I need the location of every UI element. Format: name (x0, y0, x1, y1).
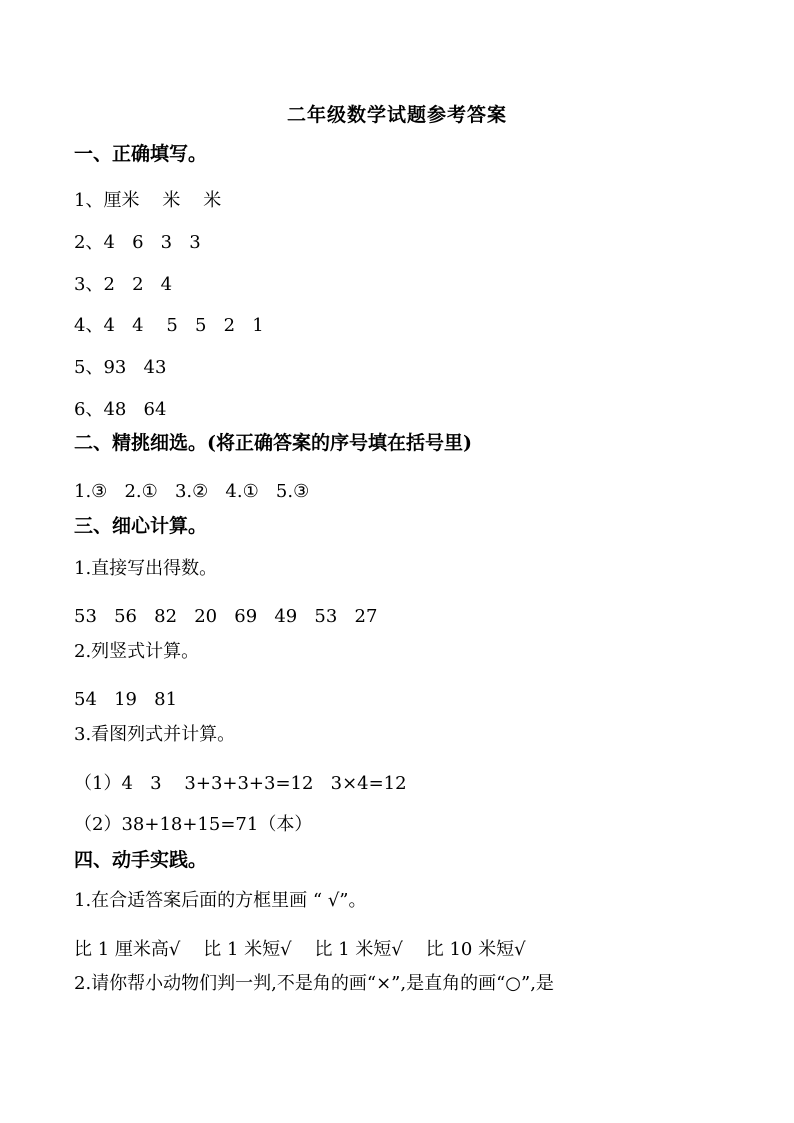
question-line: 1.直接写出得数。 (74, 558, 218, 579)
answer-line: 5、93 43 (74, 357, 167, 378)
section-4-heading: 四、动手实践。 (74, 849, 208, 871)
answer-line: 53 56 82 20 69 49 53 27 (74, 606, 378, 627)
question-line: 2.请你帮小动物们判一判,不是角的画“×”,是直角的画“○”,是 (74, 973, 554, 994)
page-title: 二年级数学试题参考答案 (286, 104, 507, 126)
answer-line: （2）38+18+15=71（本） (74, 814, 313, 835)
section-2-heading: 二、精挑细选。(将正确答案的序号填在括号里) (74, 432, 472, 454)
answer-line: 1.③ 2.① 3.② 4.① 5.③ (74, 481, 310, 502)
answer-line: 4、4 4 5 5 2 1 (74, 315, 264, 336)
answer-line: 2、4 6 3 3 (74, 232, 201, 253)
question-line: 3.看图列式并计算。 (74, 724, 236, 745)
answer-line: 比 1 厘米高√ 比 1 米短√ 比 1 米短√ 比 10 米短√ (74, 939, 526, 960)
section-1-heading: 一、正确填写。 (74, 143, 208, 165)
section-3-heading: 三、细心计算。 (74, 515, 208, 537)
question-line: 1.在合适答案后面的方框里画 “ √”。 (74, 890, 367, 911)
answer-line: 1、厘米 米 米 (74, 190, 222, 211)
answer-line: （1）4 3 3+3+3+3=12 3×4=12 (74, 773, 407, 794)
answer-line: 6、48 64 (74, 399, 167, 420)
question-line: 2.列竖式计算。 (74, 641, 200, 662)
answer-line: 54 19 81 (74, 689, 178, 710)
answer-line: 3、2 2 4 (74, 274, 173, 295)
